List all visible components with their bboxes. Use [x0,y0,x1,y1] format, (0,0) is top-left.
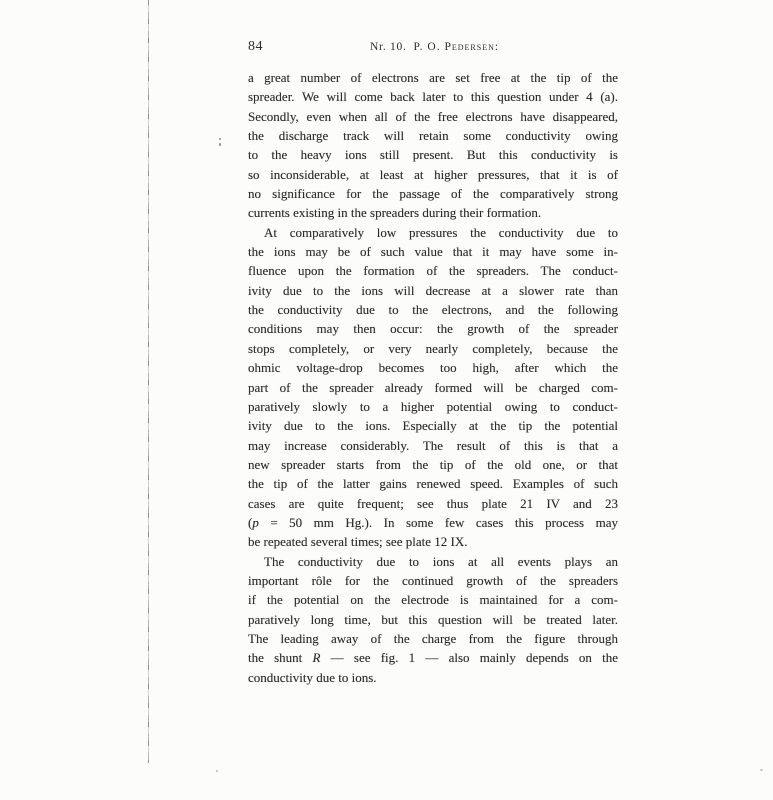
page-number: 84 [248,39,263,54]
running-title-prefix: Nr. 10. [370,41,407,53]
text-line: At comparatively low pressures the conductivity due to [264,224,618,240]
paragraph [248,552,618,687]
text-line: the conductivity due to the electrons, and the following [248,302,618,318]
paragraph [248,68,618,223]
text-line: cases are quite frequent; see thus plate 21 IV and 23 [248,495,618,511]
text-line: fluence upon the formation of the spreaders. The conduct- [248,263,618,279]
text-line: The leading away of the charge from the figure through [248,630,618,646]
text-line: conductivity due to ions. [248,669,377,685]
scan-speck [219,138,221,140]
running-title-author: P. O. Pedersen: [413,41,500,53]
text-line: be repeated several times; see plate 12 IX. [248,534,468,550]
text-line: the ions may be of such value that it may have some in- [248,244,618,260]
text-line: if the potential on the electrode is maintained for a com- [248,592,618,608]
text-line: ivity due to the ions. Especially at the tip the potential [248,418,618,434]
text-line: spreader. We will come back later to this question under 4 (a). [248,89,618,105]
text-line: ohmic voltage-drop becomes too high, after which the [248,360,618,376]
text-line: conditions may then occur: the growth of the spreader [248,321,618,337]
text-line: The conductivity due to ions at all events plays an [264,553,618,569]
text-line: may increase considerably. The result of this is that a [248,437,618,453]
text-line: the tip of the latter gains renewed speed. Examples of such [248,476,618,492]
text-line: so inconsiderable, at least at higher pressures, that it is of [248,166,618,182]
scan-speck [760,769,763,771]
text-line: ivity due to the ions will decrease at a slower rate than [248,282,618,298]
text-line: part of the spreader already formed will be charged com- [248,379,618,395]
text-line: a great number of electrons are set free at the tip of the [248,70,618,85]
text-line: important rôle for the continued growth of the spreaders [248,572,618,588]
text-line: (p = 50 mm Hg.). In some few cases this process may [248,514,618,530]
scan-speck [219,143,221,146]
running-title [370,41,499,53]
text-line: paratively slowly to a higher potential owing to conduct- [248,398,618,414]
text-line: to the heavy ions still present. But this conductivity is [248,147,618,163]
text-line: Secondly, even when all of the free electrons have disappeared, [248,108,618,124]
text-line: currents existing in the spreaders during their formation. [248,205,542,221]
page-body-text [248,68,618,687]
text-line: the discharge track will retain some conductivity owing [248,128,618,144]
scan-speck [216,770,218,772]
text-line: the shunt R — see fig. 1 — also mainly depends on the [248,650,618,666]
page-header [248,39,618,55]
text-line: stops completely, or very nearly completely, because the [248,340,618,356]
text-line: no significance for the passage of the comparatively strong [248,186,618,202]
paragraph [248,223,618,552]
scan-artifact-gutter-line [148,0,149,763]
text-line: new spreader starts from the tip of the old one, or that [248,456,618,472]
text-line: paratively long time, but this question will be treated later. [248,611,618,627]
